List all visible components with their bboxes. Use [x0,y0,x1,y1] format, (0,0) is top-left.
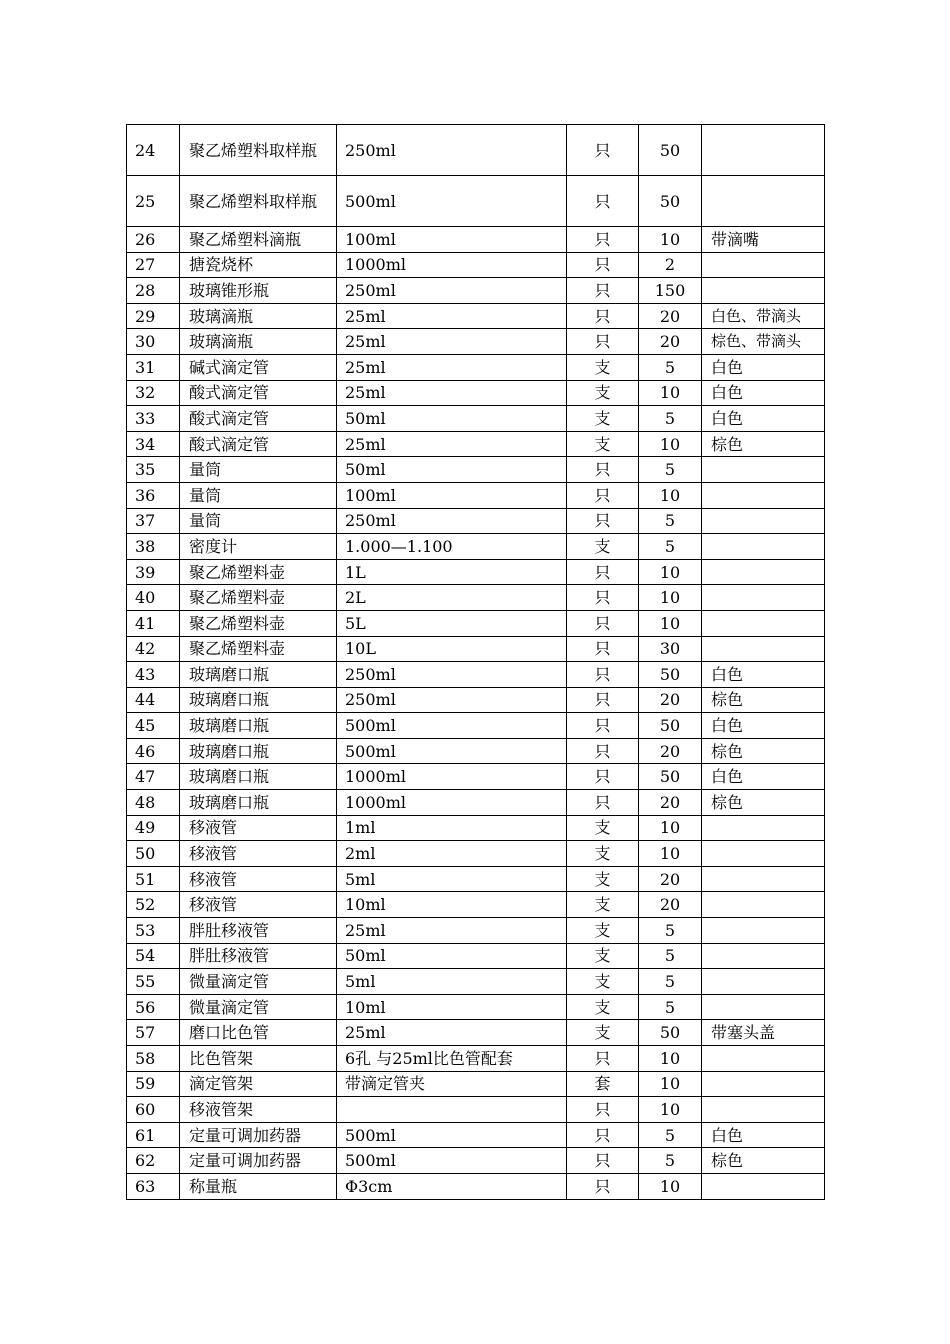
table-row [127,534,825,560]
note-cell: 白色 [702,713,825,739]
item-name-cell: 量筒 [180,482,337,508]
table-row [127,1173,825,1199]
unit-cell: 只 [567,508,639,534]
quantity-cell: 10 [639,431,702,457]
unit-cell: 只 [567,227,639,253]
quantity-cell: 10 [639,841,702,867]
note-cell: 带滴嘴 [702,227,825,253]
note-cell: 棕色、带滴头 [702,329,825,355]
table-row [127,227,825,253]
quantity-cell: 10 [639,559,702,585]
spec-cell: 25ml [337,380,567,406]
spec-cell: 250ml [337,662,567,688]
unit-cell: 只 [567,329,639,355]
row-number-cell: 59 [127,1071,180,1097]
item-name-cell: 量筒 [180,508,337,534]
spec-cell: 25ml [337,918,567,944]
table-row [127,329,825,355]
table-row [127,815,825,841]
spec-cell: Φ3cm [337,1173,567,1199]
quantity-cell: 20 [639,303,702,329]
unit-cell: 只 [567,738,639,764]
table-row [127,380,825,406]
item-name-cell: 酸式滴定管 [180,431,337,457]
spec-cell: 5ml [337,866,567,892]
item-name-cell: 玻璃锥形瓶 [180,278,337,304]
row-number-cell: 53 [127,918,180,944]
quantity-cell: 10 [639,815,702,841]
spec-cell: 5L [337,610,567,636]
spec-cell [337,1097,567,1123]
row-number-cell: 46 [127,738,180,764]
note-cell: 白色 [702,764,825,790]
row-number-cell: 55 [127,969,180,995]
spec-cell: 1.000—1.100 [337,534,567,560]
unit-cell: 只 [567,1148,639,1174]
item-name-cell: 玻璃滴瓶 [180,303,337,329]
quantity-cell: 10 [639,482,702,508]
spec-cell: 1ml [337,815,567,841]
unit-cell: 只 [567,457,639,483]
note-cell [702,1173,825,1199]
quantity-cell: 5 [639,457,702,483]
quantity-cell: 5 [639,534,702,560]
spec-cell: 10ml [337,892,567,918]
spec-cell: 100ml [337,227,567,253]
row-number-cell: 57 [127,1020,180,1046]
row-number-cell: 37 [127,508,180,534]
table-row [127,713,825,739]
item-name-cell: 称量瓶 [180,1173,337,1199]
row-number-cell: 48 [127,790,180,816]
item-name-cell: 磨口比色管 [180,1020,337,1046]
row-number-cell: 36 [127,482,180,508]
note-cell [702,866,825,892]
row-number-cell: 32 [127,380,180,406]
table-row [127,482,825,508]
quantity-cell: 50 [639,1020,702,1046]
unit-cell: 只 [567,687,639,713]
note-cell: 棕色 [702,687,825,713]
spec-cell: 25ml [337,354,567,380]
item-name-cell: 聚乙烯塑料壶 [180,559,337,585]
quantity-cell: 5 [639,943,702,969]
unit-cell: 只 [567,1046,639,1072]
item-name-cell: 玻璃磨口瓶 [180,713,337,739]
item-name-cell: 聚乙烯塑料壶 [180,585,337,611]
note-cell [702,1097,825,1123]
item-name-cell: 密度计 [180,534,337,560]
unit-cell: 支 [567,892,639,918]
item-name-cell: 酸式滴定管 [180,380,337,406]
note-cell [702,457,825,483]
table-row [127,303,825,329]
table-row [127,1097,825,1123]
spec-cell: 250ml [337,125,567,176]
table-row [127,764,825,790]
row-number-cell: 28 [127,278,180,304]
quantity-cell: 50 [639,662,702,688]
note-cell [702,815,825,841]
item-name-cell: 玻璃磨口瓶 [180,738,337,764]
row-number-cell: 27 [127,252,180,278]
quantity-cell: 10 [639,1046,702,1072]
row-number-cell: 39 [127,559,180,585]
unit-cell: 只 [567,125,639,176]
item-name-cell: 胖肚移液管 [180,918,337,944]
item-name-cell: 微量滴定管 [180,994,337,1020]
note-cell [702,610,825,636]
unit-cell: 支 [567,943,639,969]
item-name-cell: 聚乙烯塑料取样瓶 [180,176,337,227]
spec-cell: 1L [337,559,567,585]
unit-cell: 支 [567,534,639,560]
row-number-cell: 47 [127,764,180,790]
unit-cell: 支 [567,1020,639,1046]
item-name-cell: 搪瓷烧杯 [180,252,337,278]
note-cell [702,994,825,1020]
note-cell [702,559,825,585]
quantity-cell: 50 [639,764,702,790]
note-cell [702,1071,825,1097]
note-cell: 棕色 [702,738,825,764]
item-name-cell: 移液管架 [180,1097,337,1123]
spec-cell: 250ml [337,508,567,534]
unit-cell: 只 [567,559,639,585]
note-cell [702,278,825,304]
row-number-cell: 51 [127,866,180,892]
table-row [127,790,825,816]
note-cell: 白色 [702,354,825,380]
note-cell [702,918,825,944]
row-number-cell: 33 [127,406,180,432]
row-number-cell: 42 [127,636,180,662]
note-cell: 白色 [702,662,825,688]
row-number-cell: 60 [127,1097,180,1123]
table-row [127,636,825,662]
quantity-cell: 5 [639,969,702,995]
table-row [127,994,825,1020]
unit-cell: 支 [567,431,639,457]
item-name-cell: 聚乙烯塑料壶 [180,610,337,636]
table-row [127,841,825,867]
spec-cell: 500ml [337,738,567,764]
item-name-cell: 碱式滴定管 [180,354,337,380]
table-row [127,457,825,483]
row-number-cell: 45 [127,713,180,739]
spec-cell: 2ml [337,841,567,867]
spec-cell: 25ml [337,1020,567,1046]
unit-cell: 只 [567,303,639,329]
quantity-cell: 10 [639,1071,702,1097]
item-name-cell: 定量可调加药器 [180,1148,337,1174]
item-name-cell: 移液管 [180,866,337,892]
quantity-cell: 20 [639,687,702,713]
row-number-cell: 24 [127,125,180,176]
table-row [127,354,825,380]
row-number-cell: 62 [127,1148,180,1174]
unit-cell: 支 [567,380,639,406]
quantity-cell: 5 [639,508,702,534]
spec-cell: 50ml [337,943,567,969]
row-number-cell: 29 [127,303,180,329]
note-cell [702,841,825,867]
item-name-cell: 定量可调加药器 [180,1122,337,1148]
note-cell [702,585,825,611]
spec-cell: 25ml [337,329,567,355]
unit-cell: 套 [567,1071,639,1097]
item-name-cell: 酸式滴定管 [180,406,337,432]
unit-cell: 只 [567,636,639,662]
row-number-cell: 31 [127,354,180,380]
spec-cell: 25ml [337,303,567,329]
table-row [127,918,825,944]
note-cell [702,943,825,969]
row-number-cell: 54 [127,943,180,969]
quantity-cell: 2 [639,252,702,278]
row-number-cell: 44 [127,687,180,713]
quantity-cell: 5 [639,994,702,1020]
unit-cell: 支 [567,815,639,841]
note-cell: 棕色 [702,431,825,457]
spec-cell: 50ml [337,457,567,483]
table-row [127,969,825,995]
unit-cell: 只 [567,1122,639,1148]
note-cell [702,252,825,278]
item-name-cell: 玻璃磨口瓶 [180,764,337,790]
unit-cell: 只 [567,713,639,739]
spec-cell: 1000ml [337,764,567,790]
quantity-cell: 30 [639,636,702,662]
unit-cell: 只 [567,1173,639,1199]
quantity-cell: 50 [639,125,702,176]
row-number-cell: 34 [127,431,180,457]
item-name-cell: 微量滴定管 [180,969,337,995]
item-name-cell: 聚乙烯塑料滴瓶 [180,227,337,253]
quantity-cell: 10 [639,227,702,253]
quantity-cell: 50 [639,713,702,739]
row-number-cell: 40 [127,585,180,611]
spec-cell: 250ml [337,278,567,304]
unit-cell: 支 [567,841,639,867]
row-number-cell: 50 [127,841,180,867]
note-cell: 白色、带滴头 [702,303,825,329]
row-number-cell: 56 [127,994,180,1020]
note-cell: 带塞头盖 [702,1020,825,1046]
row-number-cell: 63 [127,1173,180,1199]
spec-cell: 带滴定管夹 [337,1071,567,1097]
spec-cell: 6孔 与25ml比色管配套 [337,1046,567,1072]
note-cell: 白色 [702,406,825,432]
quantity-cell: 5 [639,354,702,380]
quantity-cell: 10 [639,1097,702,1123]
row-number-cell: 58 [127,1046,180,1072]
table-row [127,1071,825,1097]
unit-cell: 只 [567,764,639,790]
quantity-cell: 10 [639,585,702,611]
spec-cell: 5ml [337,969,567,995]
table-row [127,431,825,457]
spec-cell: 2L [337,585,567,611]
item-name-cell: 移液管 [180,892,337,918]
spec-cell: 50ml [337,406,567,432]
table-row [127,406,825,432]
item-name-cell: 玻璃磨口瓶 [180,687,337,713]
row-number-cell: 49 [127,815,180,841]
note-cell [702,1046,825,1072]
spec-cell: 1000ml [337,252,567,278]
row-number-cell: 25 [127,176,180,227]
spec-cell: 500ml [337,1122,567,1148]
table-row [127,585,825,611]
quantity-cell: 5 [639,406,702,432]
unit-cell: 只 [567,585,639,611]
spec-cell: 100ml [337,482,567,508]
spec-cell: 10ml [337,994,567,1020]
spec-cell: 1000ml [337,790,567,816]
table-row [127,892,825,918]
row-number-cell: 43 [127,662,180,688]
quantity-cell: 20 [639,738,702,764]
note-cell [702,534,825,560]
table-row [127,662,825,688]
spec-cell: 500ml [337,176,567,227]
item-name-cell: 玻璃磨口瓶 [180,662,337,688]
table-body [127,125,825,1200]
note-cell [702,969,825,995]
spec-cell: 500ml [337,713,567,739]
unit-cell: 只 [567,1097,639,1123]
item-name-cell: 量筒 [180,457,337,483]
table-row [127,1148,825,1174]
item-name-cell: 比色管架 [180,1046,337,1072]
unit-cell: 只 [567,482,639,508]
table-row [127,1046,825,1072]
table-row [127,278,825,304]
row-number-cell: 61 [127,1122,180,1148]
note-cell [702,176,825,227]
unit-cell: 只 [567,662,639,688]
quantity-cell: 5 [639,1122,702,1148]
table-row [127,866,825,892]
quantity-cell: 50 [639,176,702,227]
unit-cell: 只 [567,790,639,816]
row-number-cell: 38 [127,534,180,560]
unit-cell: 支 [567,969,639,995]
quantity-cell: 20 [639,892,702,918]
quantity-cell: 10 [639,380,702,406]
equipment-table [126,124,825,1200]
unit-cell: 支 [567,994,639,1020]
table-row [127,610,825,636]
unit-cell: 支 [567,354,639,380]
unit-cell: 支 [567,866,639,892]
unit-cell: 只 [567,278,639,304]
table-row [127,508,825,534]
note-cell [702,636,825,662]
item-name-cell: 玻璃滴瓶 [180,329,337,355]
quantity-cell: 5 [639,918,702,944]
item-name-cell: 移液管 [180,815,337,841]
item-name-cell: 聚乙烯塑料取样瓶 [180,125,337,176]
quantity-cell: 5 [639,1148,702,1174]
table-row [127,559,825,585]
note-cell [702,892,825,918]
row-number-cell: 52 [127,892,180,918]
quantity-cell: 20 [639,329,702,355]
note-cell: 白色 [702,380,825,406]
row-number-cell: 41 [127,610,180,636]
note-cell [702,508,825,534]
table-row [127,687,825,713]
item-name-cell: 胖肚移液管 [180,943,337,969]
quantity-cell: 20 [639,866,702,892]
table-row [127,125,825,176]
table-row [127,1020,825,1046]
spec-cell: 25ml [337,431,567,457]
table-row [127,943,825,969]
unit-cell: 只 [567,176,639,227]
note-cell [702,125,825,176]
quantity-cell: 10 [639,1173,702,1199]
note-cell: 白色 [702,1122,825,1148]
row-number-cell: 35 [127,457,180,483]
table-row [127,738,825,764]
note-cell: 棕色 [702,1148,825,1174]
item-name-cell: 滴定管架 [180,1071,337,1097]
quantity-cell: 20 [639,790,702,816]
unit-cell: 只 [567,610,639,636]
unit-cell: 支 [567,406,639,432]
row-number-cell: 26 [127,227,180,253]
quantity-cell: 150 [639,278,702,304]
table-row [127,252,825,278]
spec-cell: 250ml [337,687,567,713]
item-name-cell: 聚乙烯塑料壶 [180,636,337,662]
item-name-cell: 移液管 [180,841,337,867]
spec-cell: 10L [337,636,567,662]
unit-cell: 只 [567,252,639,278]
unit-cell: 支 [567,918,639,944]
table-row [127,176,825,227]
note-cell [702,482,825,508]
table-row [127,1122,825,1148]
quantity-cell: 10 [639,610,702,636]
spec-cell: 500ml [337,1148,567,1174]
row-number-cell: 30 [127,329,180,355]
item-name-cell: 玻璃磨口瓶 [180,790,337,816]
note-cell: 棕色 [702,790,825,816]
